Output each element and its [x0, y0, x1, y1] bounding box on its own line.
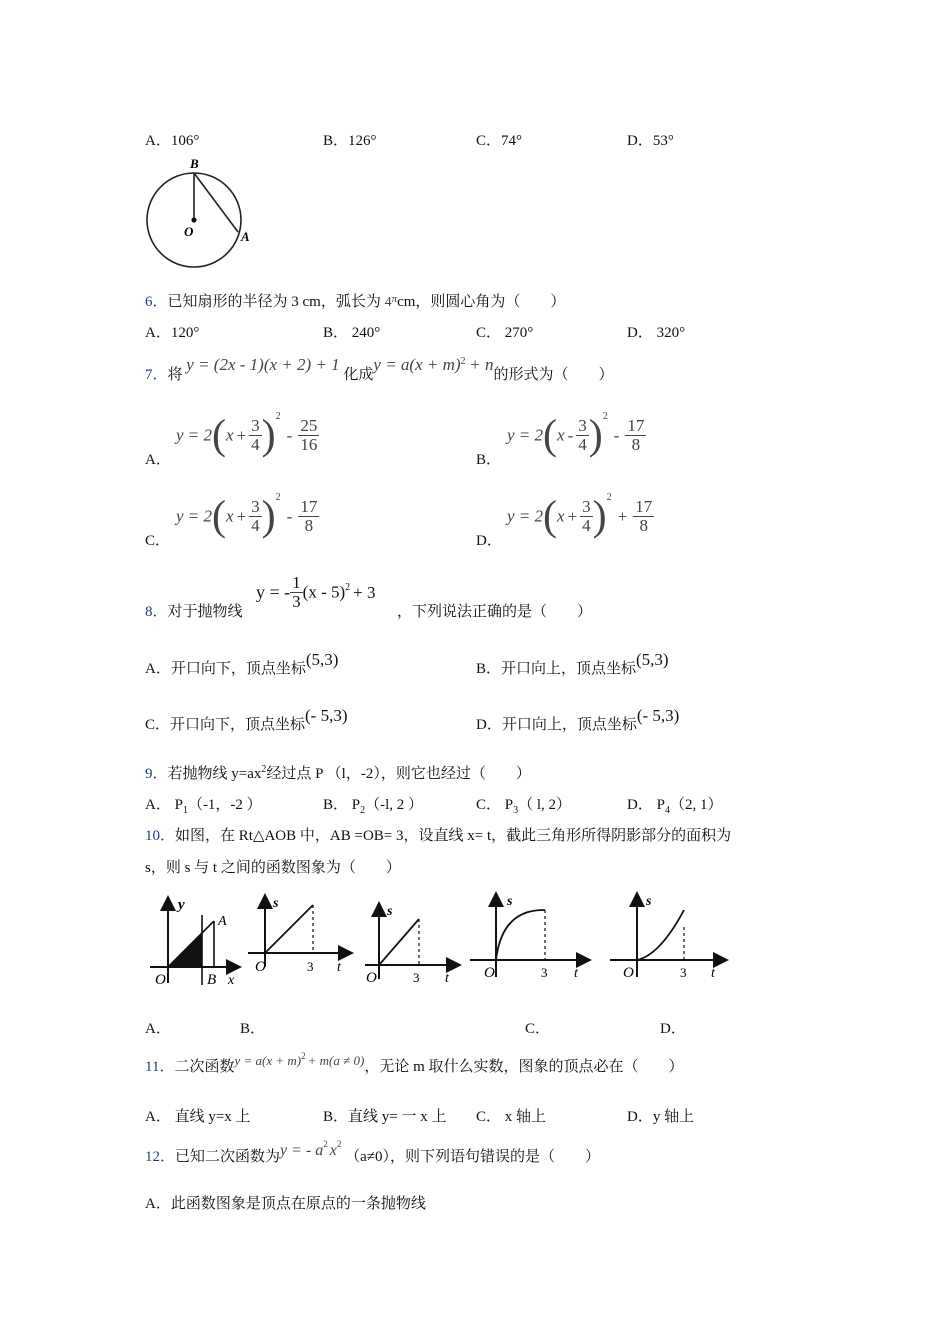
q11-tail: ，无论 m 取什么实数，图象的顶点必在（ ） — [364, 1059, 684, 1075]
q7-expr2: y = a(x + m) — [373, 355, 461, 374]
q7-b-csign: - — [613, 425, 620, 445]
q8-option-d — [476, 706, 680, 734]
q5-option-c: C．74° — [476, 133, 523, 149]
q7-d-frac: $\frac{3}{4}$ — [582, 497, 591, 536]
q6-text-a: 已知扇形的半径为 3 cm，弧长为 — [167, 294, 381, 310]
q12-expr-b: x — [329, 1142, 337, 1159]
q10-line2: s，则 s 与 t 之间的函数图象为（ ） — [145, 860, 401, 876]
q8-option-b — [476, 650, 669, 678]
q8-option-b-coord: (5,3) — [636, 650, 669, 669]
q6-text-b: cm，则圆心角为（ ） — [397, 294, 566, 310]
q8-eq-frac: $\frac{1}{3}$ — [292, 573, 301, 611]
q10-fig4-t: t — [574, 966, 578, 981]
q6-option-c: C． 270° — [476, 325, 534, 341]
q10-fig2-3: 3 — [307, 959, 314, 974]
q10-fig3-s: s — [387, 904, 393, 919]
q5-option-a: A．106° — [145, 133, 200, 149]
q7-b-x: x — [557, 425, 565, 445]
q9-stem — [145, 762, 531, 783]
q9-option-c: C． $P_3$（ l, 2） — [476, 797, 572, 816]
q8-option-c-coord: (- 5,3) — [305, 706, 348, 725]
q12-tail: （a≠0），则下列语句错误的是（ ） — [345, 1149, 601, 1165]
q8-lead: 对于抛物线 — [167, 604, 243, 620]
q10-fig4-3: 3 — [541, 965, 548, 980]
q10-line1-text: 如图，在 Rt△AOB 中，AB =OB= 3，设直线 x= t，截此三角形所得阴影部分的面积为 — [175, 828, 732, 844]
q8-eq-lhs: y = - — [256, 582, 291, 602]
q5-circle-figure — [140, 155, 260, 275]
q10-fig3-3: 3 — [413, 970, 420, 985]
q7-option-d-formula: y = 2(x + $\frac{3}{4}$ )$^2$+ $\frac{17}{8}$ — [507, 492, 653, 540]
q6-stem — [145, 290, 565, 311]
q5-option-b: B．126° — [323, 133, 377, 149]
q7-b-frac: $\frac{3}{4}$ — [578, 416, 587, 455]
q7-d-cfrac: $\frac{17}{8}$ — [635, 497, 653, 536]
q5-label-o: O — [184, 224, 194, 239]
q8-eq-tail: + 3 — [353, 582, 376, 602]
q7-a-sq: 2 — [275, 411, 281, 422]
q8-option-a — [145, 650, 339, 678]
q10-fig2-o: O — [255, 959, 266, 975]
q11-expr-sup: 2 — [301, 1051, 306, 1061]
q7-b-ylead: y = 2 — [507, 425, 544, 445]
q12-expr-sup2: 2 — [336, 1139, 342, 1149]
q7-c-frac: $\frac{3}{4}$ — [251, 497, 260, 536]
q7-c-ylead: y = 2 — [176, 506, 213, 526]
q7-lead: 将 — [167, 367, 183, 383]
q8-option-a-text: A．开口向下，顶点坐标 — [145, 661, 306, 677]
q11-option-b: B．直线 y= 一 x 上 — [323, 1109, 447, 1125]
q8-option-d-text: D．开口向上，顶点坐标 — [476, 717, 637, 733]
q7-a-cfrac: $\frac{25}{16}$ — [300, 416, 318, 455]
q10-fig5-o: O — [623, 965, 634, 981]
q7-option-a-letter: A． — [145, 452, 171, 468]
q8-eq-rest: (x - 5) — [302, 582, 346, 602]
q6-number: 6． — [145, 294, 168, 310]
q5-label-b: B — [190, 156, 199, 171]
q10-fig3-t: t — [445, 971, 449, 986]
q5-label-a: A — [241, 229, 250, 244]
q7-number: 7． — [145, 367, 168, 383]
q7-a-ylead: y = 2 — [176, 425, 213, 445]
q11-expr: y = a(x + m) — [234, 1053, 302, 1068]
q7-expr2-sup: 2 — [460, 356, 466, 367]
q7-a-x: x — [226, 425, 234, 445]
q12-stem — [145, 1139, 601, 1166]
q6-pi: π — [391, 293, 398, 305]
q6-option-d: D． 320° — [627, 325, 686, 341]
q10-fig1-o: O — [155, 972, 166, 988]
q12-option-a: A．此函数图象是顶点在原点的一条抛物线 — [145, 1196, 426, 1212]
q6-option-a: A．120° — [145, 325, 200, 341]
q7-option-b-formula: y = 2(x - $\frac{3}{4}$ )$^2$- $\frac{17}{8}$ — [507, 411, 645, 459]
q10-option-b: B． — [240, 1021, 266, 1037]
q10-fig3-o: O — [366, 970, 377, 986]
q11-expr-tail: + m(a ≠ 0) — [307, 1053, 365, 1068]
q10-fig1-y: y — [178, 897, 185, 913]
q7-option-c-formula: y = 2(x + $\frac{3}{4}$ )$^2$- $\frac{17}{8}$ — [176, 492, 318, 540]
q8-number-lead — [145, 600, 243, 621]
q10-fig1-a: A — [218, 914, 227, 929]
q8-option-b-text: B．开口向上，顶点坐标 — [476, 661, 637, 677]
q10-number: 10． — [145, 828, 176, 844]
q7-c-x: x — [226, 506, 234, 526]
q10-fig2-t: t — [337, 960, 341, 975]
q10-option-a: A． — [145, 1021, 171, 1037]
q9-option-a: A． $P_1(-1$，-2 ） — [145, 797, 262, 816]
q5-option-d: D．53° — [627, 133, 674, 149]
q7-option-a-formula: y = 2(x + $\frac{3}{4}$ )$^2$- $\frac{25}{16}$ — [176, 411, 318, 459]
q7-d-ylead: y = 2 — [507, 506, 544, 526]
q9-text-sup: 2 — [261, 764, 267, 775]
q8-option-c — [145, 706, 348, 734]
q10-option-d: D． — [660, 1021, 686, 1037]
q10-option-c-graph — [470, 894, 588, 981]
q7-a-sign: + — [236, 425, 247, 445]
q10-option-c: C． — [525, 1021, 551, 1037]
q10-option-b-graph — [365, 904, 458, 986]
q10-option-a-graph — [248, 896, 350, 975]
q7-c-sq: 2 — [275, 492, 281, 503]
q10-fig5-t: t — [711, 966, 715, 981]
q10-fig4-o: O — [484, 965, 495, 981]
q11-option-d: D．y 轴上 — [627, 1109, 695, 1125]
q7-stem — [145, 354, 614, 384]
q10-triangle-figure — [150, 897, 238, 988]
q8-equation — [256, 574, 375, 611]
q11-option-c: C． x 轴上 — [476, 1109, 547, 1125]
q11-stem — [145, 1051, 684, 1076]
q8-number: 8． — [145, 604, 168, 620]
q8-option-c-text: C．开口向下，顶点坐标 — [145, 717, 306, 733]
q7-expr1: y = (2x - 1)(x + 2) + 1 — [186, 355, 340, 374]
q10-fig2-s: s — [273, 896, 279, 911]
q7-a-csign: - — [286, 425, 293, 445]
q7-c-csign: - — [286, 506, 293, 526]
q12-expr-sup1: 2 — [323, 1139, 328, 1149]
q9-option-d: D． $P_4(2$, 1） — [627, 797, 723, 816]
q7-tail: 的形式为（ ） — [493, 367, 614, 383]
q9-text-a: 若抛物线 y=ax — [167, 766, 262, 782]
q10-option-d-graph — [610, 894, 725, 981]
q10-fig1-b: B — [207, 972, 217, 988]
q10-fig4-s: s — [507, 894, 513, 909]
q8-option-d-coord: (- 5,3) — [636, 706, 680, 725]
q7-d-csign: + — [617, 506, 628, 526]
q10-fig5-3: 3 — [680, 965, 687, 980]
q7-option-d-letter: D． — [476, 533, 502, 549]
q8-eq-sup: 2 — [345, 581, 351, 593]
q12-number: 12． — [145, 1149, 176, 1165]
q10-line1 — [145, 824, 731, 845]
q10-fig5-s: s — [646, 894, 652, 909]
q7-expr2-tail: + n — [469, 355, 494, 374]
q7-c-cfrac: $\frac{17}{8}$ — [300, 497, 318, 536]
q11-lead: 二次函数 — [174, 1059, 235, 1075]
q9-number: 9． — [145, 766, 168, 782]
q7-a-frac: $\frac{3}{4}$ — [251, 416, 260, 455]
q9-option-b: B． $P_2(-l$, 2 ） — [323, 797, 424, 816]
q7-d-sq: 2 — [606, 492, 612, 503]
q12-expr-a: y = - a — [280, 1142, 324, 1159]
q6-arc: 4 — [384, 295, 392, 310]
q7-option-c-letter: C． — [145, 533, 171, 549]
q11-option-a: A． 直线 y=x 上 — [145, 1109, 251, 1125]
q7-d-sign: + — [567, 506, 578, 526]
q7-b-sq: 2 — [602, 411, 608, 422]
q10-figures — [140, 885, 740, 995]
q7-b-sign: - — [567, 425, 574, 445]
q12-lead: 已知二次函数为 — [175, 1149, 281, 1165]
q9-text-b: 经过点 P （l，-2），则它也经过（ ） — [266, 766, 531, 782]
q10-fig1-x: x — [228, 973, 235, 988]
q7-d-x: x — [557, 506, 565, 526]
q7-mid: 化成 — [343, 367, 374, 383]
q7-b-cfrac: $\frac{17}{8}$ — [627, 416, 645, 455]
q7-option-b-letter: B． — [476, 452, 502, 468]
q8-option-a-coord: (5,3) — [305, 650, 339, 669]
q6-option-b: B． 240° — [323, 325, 381, 341]
q8-tail: ，下列说法正确的是（ ） — [397, 604, 593, 620]
q11-number: 11． — [145, 1059, 175, 1075]
q7-c-sign: + — [236, 506, 247, 526]
